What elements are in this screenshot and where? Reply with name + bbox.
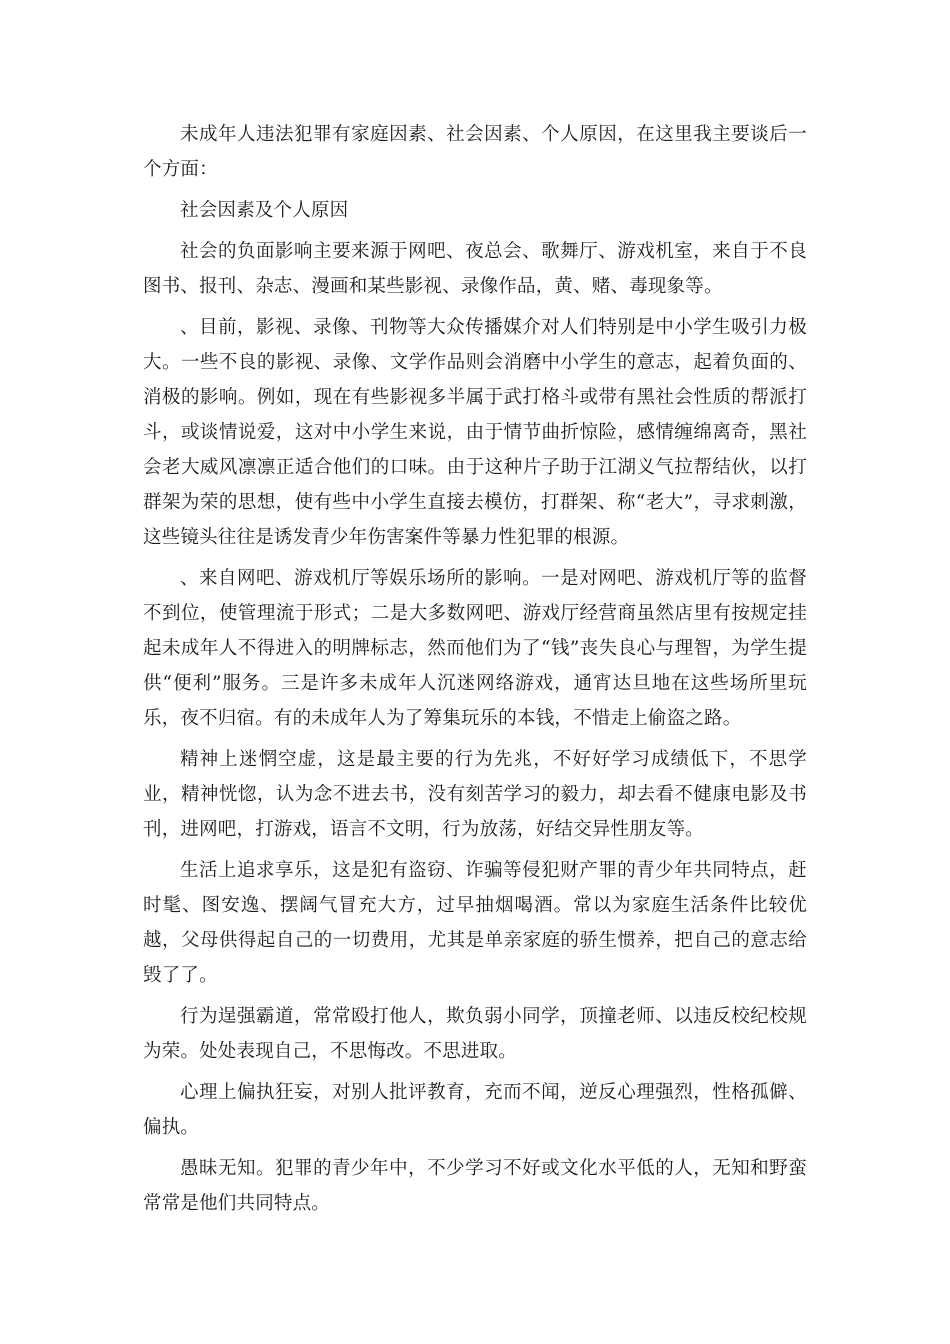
paragraph-pleasure-seeking: 生活上追求享乐，这是犯有盗窃、诈骗等侵犯财产罪的青少年共同特点，赶时髦、图安逸、摆阔气冒充大方，过早抽烟喝酒。常以为家庭生活条件比较优越，父母供得起自己的一切费用，尤其是单亲家庭的骄生惯养，把自己的意志给毁了了。 [143,860,807,986]
paragraph-media-influence: 、目前，影视、录像、刊物等大众传播媒介对人们特别是中小学生吸引力极大。一些不良的影视、录像、文学作品则会消磨中小学生的意志，起着负面的、消极的影响。例如，现在有些影视多半属于武打格斗或带有黑社会性质的帮派打斗，或谈情说爱，这对中小学生来说，由于情节曲折惊险，感情缠绵离奇，黑社会老大威风凛凛正适合他们的口味。由于这种片子助于江湖义气拉帮结伙，以打群架为荣的思想，使有些中小学生直接去模仿，打群架、称“老大”，寻求刺激，这些镜头往往是诱发青少年伤害案件等暴力性犯罪的根源。 [143,317,807,548]
paragraph-spiritual-emptiness: 精神上迷惘空虚，这是最主要的行为先兆，不好好学习成绩低下，不思学业，精神恍惚，认为念不进去书，没有刻苦学习的毅力，却去看不健康电影及书刊，进网吧，打游戏，语言不文明，行为放荡，好结交异性朋友等。 [143,749,807,840]
paragraph-bullying-behavior: 行为逞强霸道，常常殴打他人，欺负弱小同学，顶撞老师、以违反校纪校规为荣。处处表现自己，不思悔改。不思进取。 [143,1006,807,1062]
paragraph-entertainment-venues: 、来自网吧、游戏机厅等娱乐场所的影响。一是对网吧、游戏机厅等的监督不到位，使管理流于形式；二是大多数网吧、游戏厅经营商虽然店里有按规定挂起未成年人不得进入的明牌标志，然而他们为了“钱”丧失良心与理智，为学生提供“便利”服务。三是许多未成年人沉迷网络游戏，通宵达旦地在这些场所里玩乐，夜不归宿。有的未成年人为了筹集玩乐的本钱，不惜走上偷盗之路。 [143,568,807,729]
section-heading: 社会因素及个人原因 [180,200,349,221]
paragraph-social-influence: 社会的负面影响主要来源于网吧、夜总会、歌舞厅、游戏机室，来自于不良图书、报刊、杂志、漫画和某些影视、录像作品，黄、赌、毒现象等。 [143,241,807,297]
document-body [143,117,807,1227]
paragraph-ignorance: 愚昧无知。犯罪的青少年中，不少学习不好或文化水平低的人，无知和野蛮常常是他们共同特点。 [143,1158,807,1214]
paragraph-psychological-paranoia: 心理上偏执狂妄，对别人批评教育，充而不闻，逆反心理强烈，性格孤僻、偏执。 [143,1082,807,1138]
paragraph-intro: 未成年人违法犯罪有家庭因素、社会因素、个人原因，在这里我主要谈后一个方面： [143,124,807,180]
